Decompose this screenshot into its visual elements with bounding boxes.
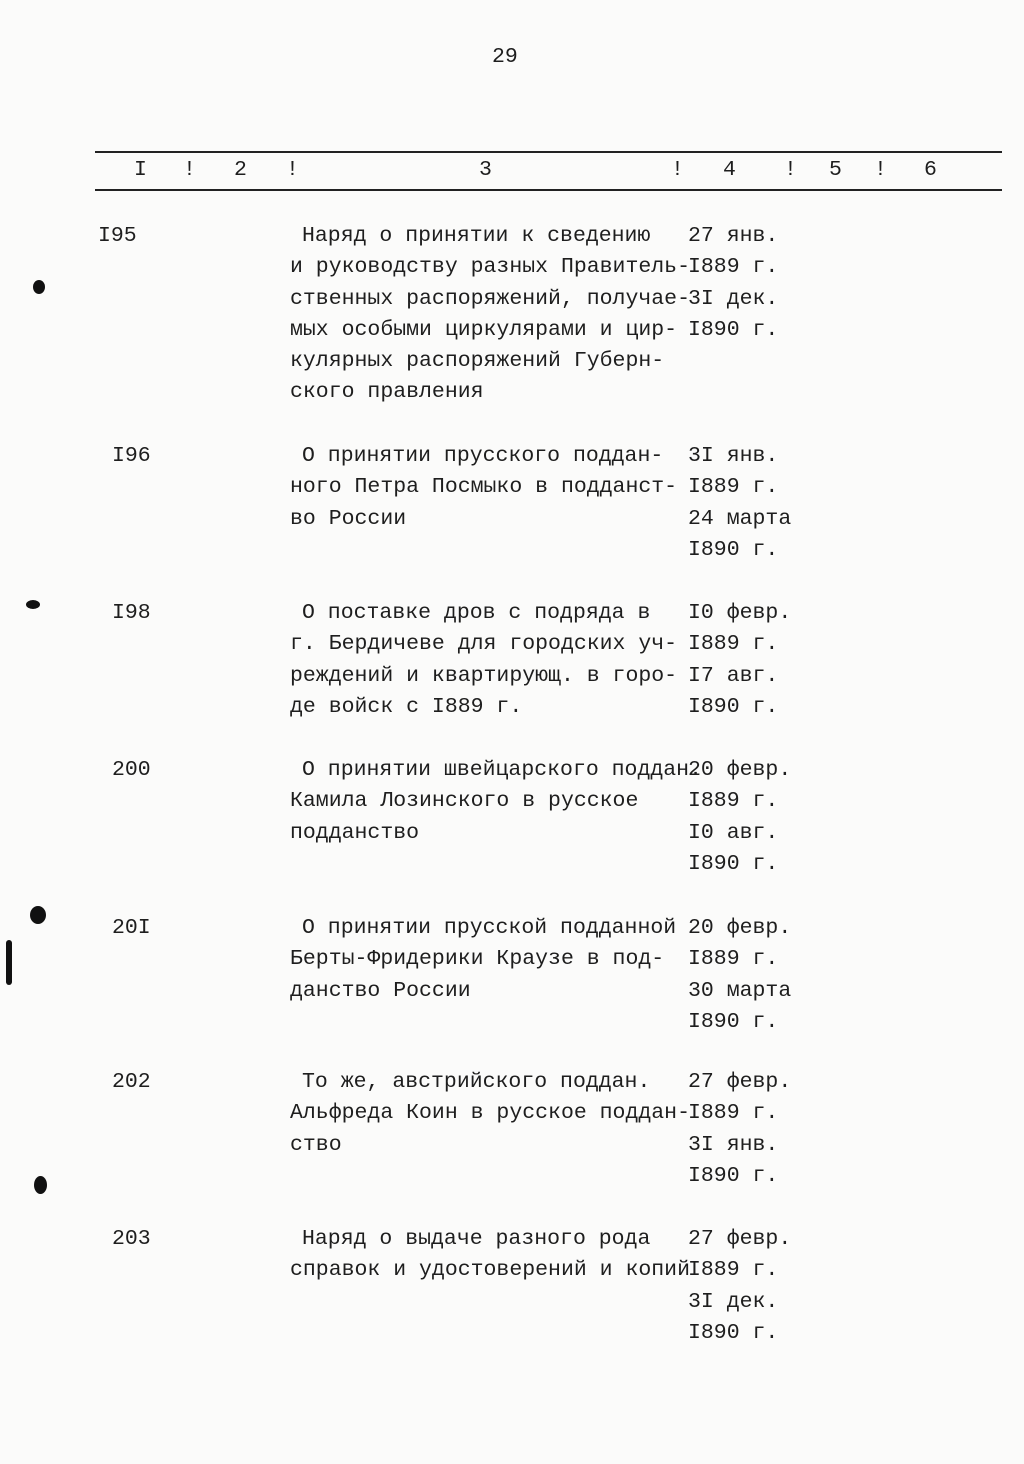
description-line: кулярных распоряжений Губерн- bbox=[290, 349, 665, 374]
date-line: 24 марта bbox=[688, 506, 792, 531]
date-line: I890 г. bbox=[688, 1320, 779, 1345]
entry-description bbox=[290, 221, 690, 409]
column-separator: ! bbox=[874, 158, 887, 182]
date-line: I889 г. bbox=[688, 1258, 779, 1283]
description-line: во России bbox=[290, 506, 407, 531]
column-header-1: I bbox=[134, 158, 147, 182]
date-line: I890 г. bbox=[688, 694, 779, 719]
column-header-2: 2 bbox=[234, 158, 247, 182]
ink-mark bbox=[6, 940, 12, 985]
entry-dates bbox=[688, 441, 791, 566]
entry-description bbox=[290, 441, 677, 535]
entry-number: 20I bbox=[112, 916, 151, 940]
column-header-4: 4 bbox=[723, 158, 736, 182]
description-line: О поставке дров с подряда в bbox=[302, 601, 651, 625]
date-line: 3I дек. bbox=[688, 1289, 779, 1314]
description-line: мых особыми циркулярами и цир- bbox=[290, 317, 678, 342]
entry-number: 202 bbox=[112, 1070, 151, 1094]
description-line: ного Петра Посмыко в подданст- bbox=[290, 475, 678, 500]
description-line: Наряд о выдаче разного рода bbox=[302, 1227, 651, 1251]
column-header-3: 3 bbox=[479, 158, 492, 182]
column-separator: ! bbox=[671, 158, 684, 182]
entry-dates bbox=[688, 755, 791, 880]
date-line: 20 февр. bbox=[688, 758, 792, 782]
date-line: I889 г. bbox=[688, 475, 779, 500]
date-line: I890 г. bbox=[688, 1009, 779, 1034]
ink-blot bbox=[26, 600, 40, 609]
date-line: 27 янв. bbox=[688, 224, 779, 248]
list-item bbox=[0, 598, 1024, 728]
list-item bbox=[0, 1067, 1024, 1197]
date-line: I890 г. bbox=[688, 1163, 779, 1188]
ink-blot bbox=[33, 280, 45, 294]
date-line: I889 г. bbox=[688, 255, 779, 280]
description-line: ственных распоряжений, получае- bbox=[290, 286, 690, 311]
date-line: I890 г. bbox=[688, 851, 779, 876]
date-line: 30 марта bbox=[688, 978, 792, 1003]
entry-number: I95 bbox=[98, 224, 137, 248]
description-line: г. Бердичеве для городских уч- bbox=[290, 632, 678, 657]
description-line: О принятии прусского поддан- bbox=[302, 444, 664, 468]
column-header-5: 5 bbox=[829, 158, 842, 182]
description-line: справок и удостоверений и копий bbox=[290, 1258, 690, 1283]
date-line: 3I янв. bbox=[688, 1132, 779, 1157]
entry-description bbox=[290, 913, 676, 1007]
list-item bbox=[0, 441, 1024, 571]
entry-description bbox=[290, 755, 702, 849]
description-line: данство России bbox=[290, 978, 471, 1003]
list-item bbox=[0, 755, 1024, 885]
date-line: I7 авг. bbox=[688, 663, 779, 688]
entry-dates bbox=[688, 1067, 791, 1192]
entry-dates bbox=[688, 1224, 791, 1349]
description-line: ского правления bbox=[290, 380, 484, 405]
description-line: Наряд о принятии к сведению bbox=[302, 224, 651, 248]
entry-description bbox=[290, 598, 677, 723]
date-line: I0 авг. bbox=[688, 820, 779, 845]
entry-description bbox=[290, 1067, 690, 1161]
description-line: подданство bbox=[290, 820, 420, 845]
description-line: де войск с I889 г. bbox=[290, 694, 523, 719]
entry-dates bbox=[688, 913, 791, 1038]
description-line: Берты-Фридерики Краузе в под- bbox=[290, 947, 665, 972]
description-line: То же, австрийского поддан. bbox=[302, 1070, 651, 1094]
date-line: 3I янв. bbox=[688, 444, 779, 468]
entry-number: 200 bbox=[112, 758, 151, 782]
list-item bbox=[0, 221, 1024, 405]
date-line: 27 февр. bbox=[688, 1227, 792, 1251]
ink-blot bbox=[34, 1176, 47, 1194]
date-line: I0 февр. bbox=[688, 601, 792, 625]
list-item bbox=[0, 1224, 1024, 1354]
description-line: ство bbox=[290, 1132, 342, 1157]
column-separator: ! bbox=[183, 158, 196, 182]
entry-number: I98 bbox=[112, 601, 151, 625]
entry-description bbox=[290, 1224, 690, 1287]
date-line: 27 февр. bbox=[688, 1070, 792, 1094]
column-header-6: 6 bbox=[924, 158, 937, 182]
date-line: I889 г. bbox=[688, 1101, 779, 1126]
date-line: 3I дек. bbox=[688, 286, 779, 311]
entry-number: I96 bbox=[112, 444, 151, 468]
date-line: 20 февр. bbox=[688, 916, 792, 940]
date-line: I889 г. bbox=[688, 632, 779, 657]
date-line: I890 г. bbox=[688, 537, 779, 562]
entry-dates bbox=[688, 598, 791, 723]
description-line: О принятии прусской подданной bbox=[302, 916, 677, 940]
description-line: Камила Лозинского в русское bbox=[290, 789, 639, 814]
ink-blot bbox=[30, 906, 46, 924]
date-line: I889 г. bbox=[688, 789, 779, 814]
description-line: и руководству разных Правитель- bbox=[290, 255, 690, 280]
description-line: Альфреда Коин в русское поддан- bbox=[290, 1101, 690, 1126]
date-line: I889 г. bbox=[688, 947, 779, 972]
column-separator: ! bbox=[784, 158, 797, 182]
header-top-rule bbox=[95, 151, 1002, 153]
description-line: реждений и квартирующ. в горо- bbox=[290, 663, 678, 688]
entry-number: 203 bbox=[112, 1227, 151, 1251]
page-number: 29 bbox=[492, 45, 518, 69]
description-line: О принятии швейцарского поддан. bbox=[302, 758, 702, 782]
entry-dates bbox=[688, 221, 778, 346]
column-separator: ! bbox=[286, 158, 299, 182]
date-line: I890 г. bbox=[688, 317, 779, 342]
list-item bbox=[0, 913, 1024, 1043]
header-bottom-rule bbox=[95, 189, 1002, 191]
